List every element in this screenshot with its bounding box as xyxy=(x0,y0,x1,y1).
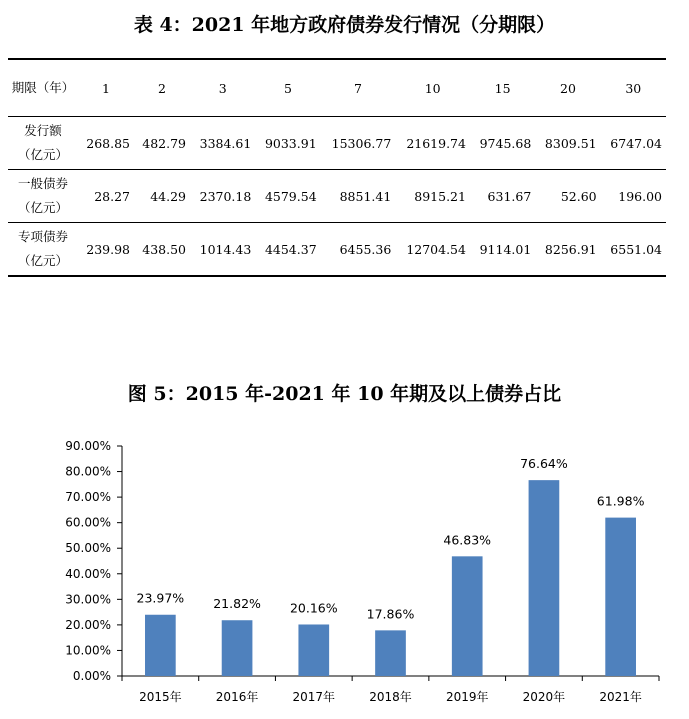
table-cell: 28.27 xyxy=(94,188,130,204)
term-header: 10 xyxy=(424,80,441,96)
header-label: 期限（年） xyxy=(11,80,75,95)
data-label: 61.98% xyxy=(596,493,645,509)
y-tick-label: 10.00% xyxy=(65,643,111,658)
data-label: 21.82% xyxy=(213,596,261,612)
table-cell: 3384.61 xyxy=(199,135,252,151)
x-tick-label: 2015年 xyxy=(139,690,182,704)
table-cell: 8851.41 xyxy=(339,188,392,204)
table-cell: 9745.68 xyxy=(479,135,532,151)
table-cell: 8256.91 xyxy=(544,241,597,257)
table-cell: 631.67 xyxy=(487,188,532,204)
term-header: 20 xyxy=(560,80,576,96)
table-title: 表 4：2021 年地方政府债券发行情况（分期限） xyxy=(133,14,556,36)
bond-issuance-table xyxy=(8,58,666,277)
x-tick-label: 2016年 xyxy=(215,690,259,704)
data-label: 20.16% xyxy=(289,600,338,616)
y-tick-label: 90.00% xyxy=(65,439,111,453)
table-cell: 15306.77 xyxy=(331,135,392,151)
table-header-row xyxy=(8,59,666,117)
table-row xyxy=(8,117,666,170)
row-label: 专项债券 （亿元） xyxy=(17,229,68,268)
table-cell: 21619.74 xyxy=(406,135,466,151)
bar-chart xyxy=(0,420,689,719)
table-cell: 6551.04 xyxy=(610,241,662,257)
y-tick-label: 40.00% xyxy=(65,566,111,581)
y-tick-label: 0.00% xyxy=(72,669,111,683)
table-cell: 6747.04 xyxy=(610,135,662,151)
data-label: 76.64% xyxy=(520,456,568,472)
bar xyxy=(298,624,329,676)
term-header: 5 xyxy=(284,80,292,96)
y-tick-label: 60.00% xyxy=(65,515,111,530)
y-tick-label: 70.00% xyxy=(65,490,111,505)
table-cell: 4454.37 xyxy=(264,241,317,257)
table-cell: 196.00 xyxy=(618,188,662,204)
bar xyxy=(605,518,636,676)
chart-title: 图 5：2015 年-2021 年 10 年期及以上债券占比 xyxy=(127,383,562,405)
table-cell: 2370.18 xyxy=(199,188,252,204)
term-header: 30 xyxy=(625,80,642,96)
row-label: 发行额 （亿元） xyxy=(17,123,68,162)
table-cell: 482.79 xyxy=(142,135,186,151)
table-cell: 6455.36 xyxy=(339,241,392,257)
term-header: 3 xyxy=(218,80,227,96)
bar xyxy=(452,556,483,676)
x-tick-label: 2020年 xyxy=(522,690,566,704)
table-cell: 8915.21 xyxy=(414,188,466,204)
y-tick-label: 50.00% xyxy=(65,541,111,556)
table-cell: 438.50 xyxy=(142,241,186,257)
bar xyxy=(222,620,253,676)
table-cell: 12704.54 xyxy=(406,241,466,257)
table-cell: 4579.54 xyxy=(264,188,317,204)
table-cell: 9114.01 xyxy=(479,241,532,257)
term-header: 2 xyxy=(158,80,166,96)
table-cell: 52.60 xyxy=(560,188,597,204)
table-row xyxy=(8,170,666,223)
bar xyxy=(375,630,406,676)
bar xyxy=(145,615,176,676)
bar xyxy=(529,480,560,676)
table-cell: 239.98 xyxy=(86,241,130,257)
row-label: 一般债券 （亿元） xyxy=(17,176,68,215)
y-tick-label: 80.00% xyxy=(65,464,111,479)
data-label: 23.97% xyxy=(136,590,185,606)
x-tick-label: 2018年 xyxy=(369,690,412,704)
table-cell: 44.29 xyxy=(150,188,186,204)
table-cell: 268.85 xyxy=(86,135,130,151)
table-cell: 1014.43 xyxy=(199,241,252,257)
y-tick-label: 30.00% xyxy=(65,592,111,607)
table-cell: 8309.51 xyxy=(544,135,597,151)
term-header: 7 xyxy=(354,80,362,96)
x-tick-label: 2021年 xyxy=(599,690,642,704)
table-row xyxy=(8,223,666,277)
term-header: 1 xyxy=(102,80,110,96)
x-tick-label: 2019年 xyxy=(445,690,489,704)
data-label: 46.83% xyxy=(443,532,492,548)
x-tick-label: 2017年 xyxy=(292,690,336,704)
y-tick-label: 20.00% xyxy=(65,617,111,632)
table-cell: 9033.91 xyxy=(264,135,317,151)
term-header: 15 xyxy=(494,80,511,96)
data-label: 17.86% xyxy=(366,606,415,622)
